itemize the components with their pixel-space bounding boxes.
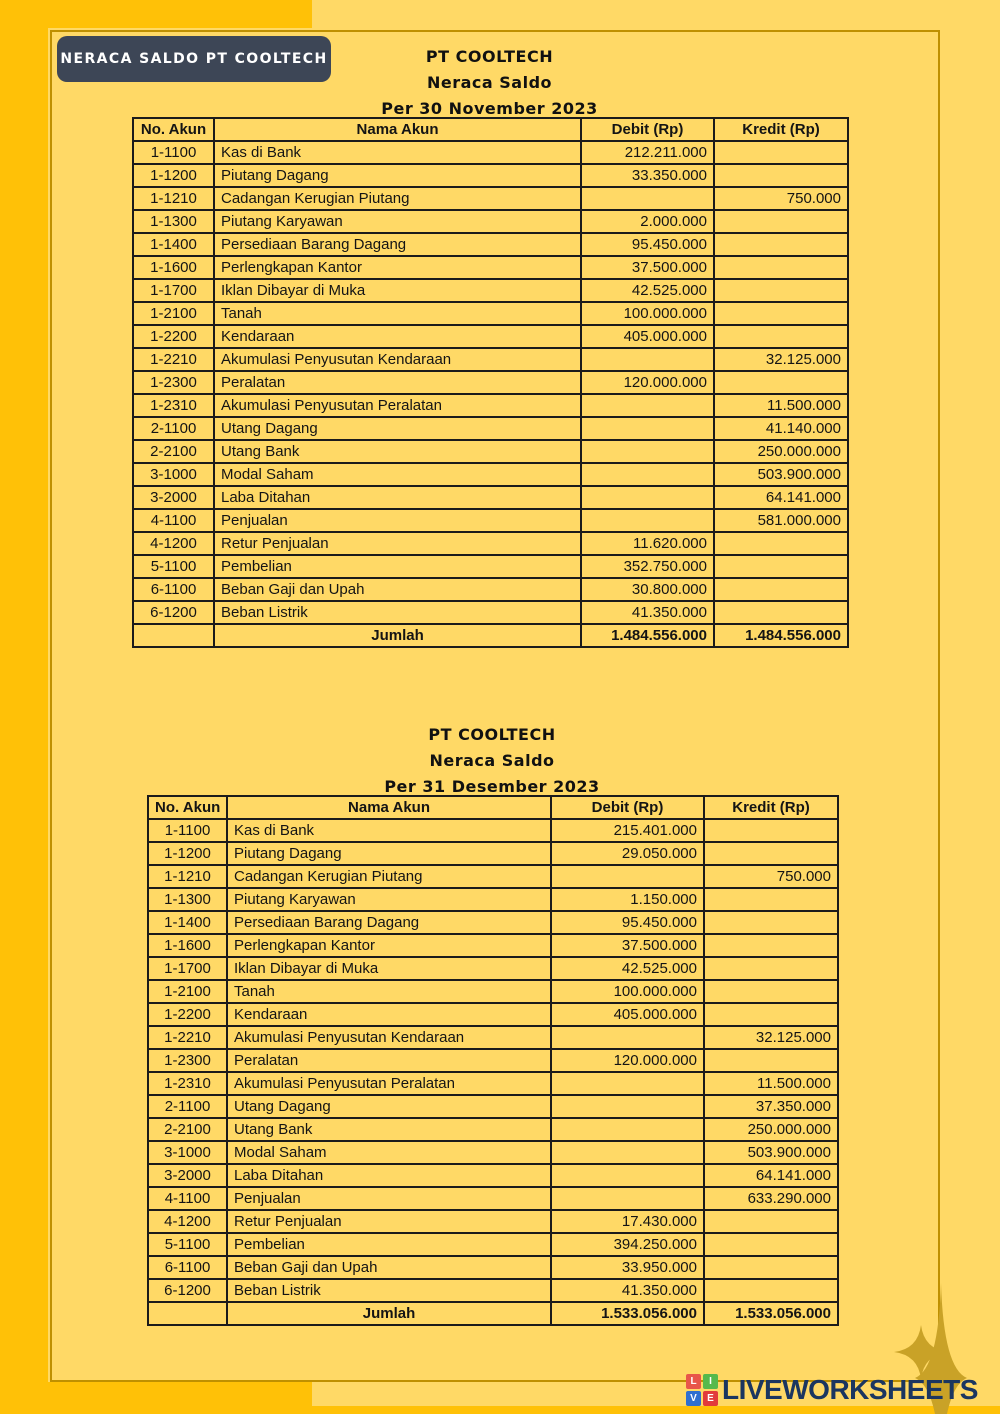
total-debit: 1.484.556.000 [581,624,714,647]
cell-kredit [714,302,848,325]
cell-account-number: 6-1200 [148,1279,227,1302]
cell-debit [551,1095,704,1118]
cell-debit [581,394,714,417]
cell-account-number: 1-2310 [148,1072,227,1095]
cell-account-name: Cadangan Kerugian Piutang [227,865,551,888]
cell-kredit: 581.000.000 [714,509,848,532]
table-header-row [148,796,838,819]
table-row [133,394,848,417]
cell-account-name: Pembelian [227,1233,551,1256]
cell-debit: 41.350.000 [551,1279,704,1302]
table-row [148,1141,838,1164]
cell-debit [581,463,714,486]
top-left-band [0,0,312,28]
cell-account-number: 1-2310 [133,394,214,417]
cell-account-name: Beban Gaji dan Upah [214,578,581,601]
cell-kredit [704,1256,838,1279]
cell-account-number: 3-2000 [148,1164,227,1187]
cell-account-name: Beban Gaji dan Upah [227,1256,551,1279]
table-row [148,888,838,911]
trial-balance-table-november [132,117,849,648]
table-row [133,371,848,394]
cell-account-number: 1-1400 [148,911,227,934]
cell-account-name: Persediaan Barang Dagang [227,911,551,934]
report-date: Per 31 Desember 2023 [384,777,600,796]
table-row [133,509,848,532]
report-date: Per 30 November 2023 [381,99,598,118]
header-kredit: Kredit (Rp) [704,796,838,819]
table-row [133,141,848,164]
cell-account-name: Piutang Dagang [227,842,551,865]
cell-kredit: 37.350.000 [704,1095,838,1118]
header-nama-akun: Nama Akun [227,796,551,819]
table-row [133,210,848,233]
cell-account-name: Beban Listrik [227,1279,551,1302]
cell-kredit [714,371,848,394]
table-row [148,1210,838,1233]
table-row [148,819,838,842]
cell-account-number: 5-1100 [148,1233,227,1256]
cell-account-name: Modal Saham [227,1141,551,1164]
cell-account-number: 3-2000 [133,486,214,509]
cell-kredit [714,141,848,164]
table-row [133,256,848,279]
table-row [148,865,838,888]
logo-letter-e: E [703,1391,718,1406]
cell-debit: 100.000.000 [581,302,714,325]
cell-account-number: 1-2100 [133,302,214,325]
cell-account-number: 4-1200 [133,532,214,555]
cell-kredit: 41.140.000 [714,417,848,440]
cell-kredit: 250.000.000 [704,1118,838,1141]
cell-kredit [714,210,848,233]
table-row [133,279,848,302]
trial-balance-table-december [147,795,839,1326]
cell-kredit [714,578,848,601]
cell-account-name: Peralatan [227,1049,551,1072]
cell-kredit: 750.000 [704,865,838,888]
cell-account-number: 4-1100 [148,1187,227,1210]
table-row [148,1187,838,1210]
cell-account-name: Iklan Dibayar di Muka [227,957,551,980]
cell-debit: 33.950.000 [551,1256,704,1279]
cell-debit [581,440,714,463]
cell-debit [581,486,714,509]
report-name: Neraca Saldo [429,751,555,770]
table-row [148,957,838,980]
report-name: Neraca Saldo [426,73,553,92]
cell-debit: 352.750.000 [581,555,714,578]
cell-account-name: Perlengkapan Kantor [214,256,581,279]
cell-account-number: 1-1100 [148,819,227,842]
cell-account-name: Penjualan [214,509,581,532]
cell-account-name: Utang Dagang [227,1095,551,1118]
cell-debit [551,865,704,888]
table-row [133,532,848,555]
cell-debit: 42.525.000 [581,279,714,302]
cell-account-number: 5-1100 [133,555,214,578]
header-nama-akun: Nama Akun [214,118,581,141]
table-row [133,302,848,325]
total-kredit: 1.484.556.000 [714,624,848,647]
cell-account-name: Piutang Karyawan [214,210,581,233]
cell-account-number: 2-1100 [148,1095,227,1118]
cell-debit: 215.401.000 [551,819,704,842]
badge-label: NERACA SALDO PT COOLTECH [60,51,328,67]
table-row [148,1233,838,1256]
cell-account-number: 1-1300 [148,888,227,911]
cell-debit [551,1164,704,1187]
cell-debit: 37.500.000 [551,934,704,957]
cell-debit: 2.000.000 [581,210,714,233]
logo-wordmark: LIVEWORKSHEETS [722,1374,978,1405]
cell-account-name: Utang Dagang [214,417,581,440]
cell-account-name: Akumulasi Penyusutan Kendaraan [227,1026,551,1049]
cell-kredit [704,980,838,1003]
cell-kredit [704,934,838,957]
cell-kredit [704,819,838,842]
table-row [148,1026,838,1049]
table-row [148,1118,838,1141]
cell-debit: 41.350.000 [581,601,714,624]
cell-account-number: 2-2100 [133,440,214,463]
cell-debit [551,1187,704,1210]
liveworksheets-logo [686,1374,978,1406]
cell-account-name: Piutang Karyawan [227,888,551,911]
cell-account-number: 1-2300 [148,1049,227,1072]
logo-letter-l: L [686,1374,701,1389]
table-row [133,348,848,371]
cell-debit [581,348,714,371]
cell-kredit [714,555,848,578]
cell-account-number: 3-1000 [148,1141,227,1164]
cell-account-number: 1-1700 [133,279,214,302]
table-row [148,934,838,957]
company-name: PT COOLTECH [425,47,554,66]
header-debit: Debit (Rp) [551,796,704,819]
cell-kredit [704,1279,838,1302]
cell-empty [148,1302,227,1325]
cell-debit: 30.800.000 [581,578,714,601]
company-name: PT COOLTECH [428,725,556,744]
cell-account-name: Laba Ditahan [214,486,581,509]
cell-empty [133,624,214,647]
cell-kredit [704,1003,838,1026]
cell-debit: 42.525.000 [551,957,704,980]
table-header-row [133,118,848,141]
table-row [133,187,848,210]
cell-account-number: 6-1100 [148,1256,227,1279]
cell-kredit [704,1049,838,1072]
cell-debit: 29.050.000 [551,842,704,865]
cell-debit: 120.000.000 [581,371,714,394]
cell-account-number: 1-2300 [133,371,214,394]
cell-kredit: 32.125.000 [714,348,848,371]
cell-debit [581,417,714,440]
cell-account-name: Laba Ditahan [227,1164,551,1187]
left-margin-stripe [0,0,48,1414]
total-row [133,624,848,647]
cell-account-name: Akumulasi Penyusutan Peralatan [214,394,581,417]
liveworksheets-grid-icon [686,1374,718,1406]
cell-account-name: Pembelian [214,555,581,578]
table-row [133,233,848,256]
table-row [148,1164,838,1187]
cell-debit: 11.620.000 [581,532,714,555]
cell-debit [551,1118,704,1141]
cell-account-name: Kendaraan [227,1003,551,1026]
cell-account-name: Retur Penjualan [214,532,581,555]
table-row [148,842,838,865]
cell-kredit [714,233,848,256]
cell-kredit: 64.141.000 [704,1164,838,1187]
cell-kredit: 64.141.000 [714,486,848,509]
table-row [148,1256,838,1279]
cell-account-name: Kendaraan [214,325,581,348]
total-debit: 1.533.056.000 [551,1302,704,1325]
cell-account-number: 1-1400 [133,233,214,256]
cell-account-number: 6-1200 [133,601,214,624]
header-debit: Debit (Rp) [581,118,714,141]
cell-account-name: Cadangan Kerugian Piutang [214,187,581,210]
table-row [133,417,848,440]
cell-debit: 1.150.000 [551,888,704,911]
table-row [148,911,838,934]
cell-kredit: 250.000.000 [714,440,848,463]
cell-account-number: 2-2100 [148,1118,227,1141]
cell-account-number: 2-1100 [133,417,214,440]
header-kredit: Kredit (Rp) [714,118,848,141]
cell-debit [551,1072,704,1095]
section2-title [147,722,837,800]
cell-debit: 33.350.000 [581,164,714,187]
cell-account-name: Penjualan [227,1187,551,1210]
cell-debit: 100.000.000 [551,980,704,1003]
table-row [133,486,848,509]
cell-account-name: Retur Penjualan [227,1210,551,1233]
cell-kredit [714,256,848,279]
cell-account-name: Akumulasi Penyusutan Kendaraan [214,348,581,371]
cell-account-name: Piutang Dagang [214,164,581,187]
table-row [133,325,848,348]
cell-account-name: Akumulasi Penyusutan Peralatan [227,1072,551,1095]
total-row [148,1302,838,1325]
cell-kredit: 503.900.000 [714,463,848,486]
cell-debit: 95.450.000 [551,911,704,934]
cell-account-number: 1-1100 [133,141,214,164]
cell-account-number: 1-1210 [148,865,227,888]
cell-account-number: 1-2200 [133,325,214,348]
table-row [133,601,848,624]
cell-account-name: Perlengkapan Kantor [227,934,551,957]
cell-account-name: Iklan Dibayar di Muka [214,279,581,302]
cell-kredit [704,1233,838,1256]
header-no-akun: No. Akun [133,118,214,141]
cell-account-number: 4-1100 [133,509,214,532]
cell-debit: 405.000.000 [551,1003,704,1026]
cell-debit: 212.211.000 [581,141,714,164]
cell-kredit: 32.125.000 [704,1026,838,1049]
cell-kredit: 11.500.000 [714,394,848,417]
cell-kredit [704,888,838,911]
cell-debit: 95.450.000 [581,233,714,256]
table-row [148,1072,838,1095]
cell-account-number: 1-1200 [133,164,214,187]
cell-account-number: 1-2210 [148,1026,227,1049]
header-no-akun: No. Akun [148,796,227,819]
cell-account-name: Tanah [214,302,581,325]
logo-letter-i: I [703,1374,718,1389]
cell-account-number: 1-1600 [148,934,227,957]
cell-account-number: 4-1200 [148,1210,227,1233]
cell-account-number: 1-1210 [133,187,214,210]
cell-kredit [704,1210,838,1233]
cell-account-name: Beban Listrik [214,601,581,624]
cell-debit [551,1026,704,1049]
cell-account-number: 6-1100 [133,578,214,601]
cell-account-number: 1-2100 [148,980,227,1003]
cell-kredit [704,957,838,980]
section1-title [132,44,847,122]
cell-account-name: Persediaan Barang Dagang [214,233,581,256]
cell-debit: 37.500.000 [581,256,714,279]
cell-kredit: 503.900.000 [704,1141,838,1164]
total-label: Jumlah [227,1302,551,1325]
cell-account-number: 3-1000 [133,463,214,486]
cell-account-name: Kas di Bank [227,819,551,842]
cell-kredit: 750.000 [714,187,848,210]
cell-kredit [714,532,848,555]
table-row [148,980,838,1003]
cell-account-number: 1-2210 [133,348,214,371]
cell-account-number: 1-1300 [133,210,214,233]
cell-account-name: Modal Saham [214,463,581,486]
cell-kredit [704,842,838,865]
cell-account-number: 1-1700 [148,957,227,980]
cell-account-number: 1-1200 [148,842,227,865]
cell-kredit: 633.290.000 [704,1187,838,1210]
cell-debit: 120.000.000 [551,1049,704,1072]
table-row [148,1095,838,1118]
cell-debit [551,1141,704,1164]
table-row [133,578,848,601]
cell-account-name: Utang Bank [214,440,581,463]
cell-account-name: Tanah [227,980,551,1003]
total-label: Jumlah [214,624,581,647]
table-row [133,555,848,578]
table-row [148,1049,838,1072]
cell-account-number: 1-2200 [148,1003,227,1026]
cell-kredit [714,325,848,348]
cell-debit: 17.430.000 [551,1210,704,1233]
table-row [133,463,848,486]
cell-kredit [714,601,848,624]
bottom-strip [0,1406,1000,1414]
table-row [133,440,848,463]
cell-debit: 405.000.000 [581,325,714,348]
cell-debit [581,187,714,210]
cell-account-number: 1-1600 [133,256,214,279]
table-row [148,1003,838,1026]
cell-kredit [714,279,848,302]
table-row [133,164,848,187]
cell-kredit: 11.500.000 [704,1072,838,1095]
cell-debit: 394.250.000 [551,1233,704,1256]
cell-account-name: Kas di Bank [214,141,581,164]
cell-account-name: Utang Bank [227,1118,551,1141]
cell-kredit [714,164,848,187]
cell-debit [581,509,714,532]
cell-kredit [704,911,838,934]
total-kredit: 1.533.056.000 [704,1302,838,1325]
cell-account-name: Peralatan [214,371,581,394]
logo-letter-v: V [686,1391,701,1406]
table-row [148,1279,838,1302]
